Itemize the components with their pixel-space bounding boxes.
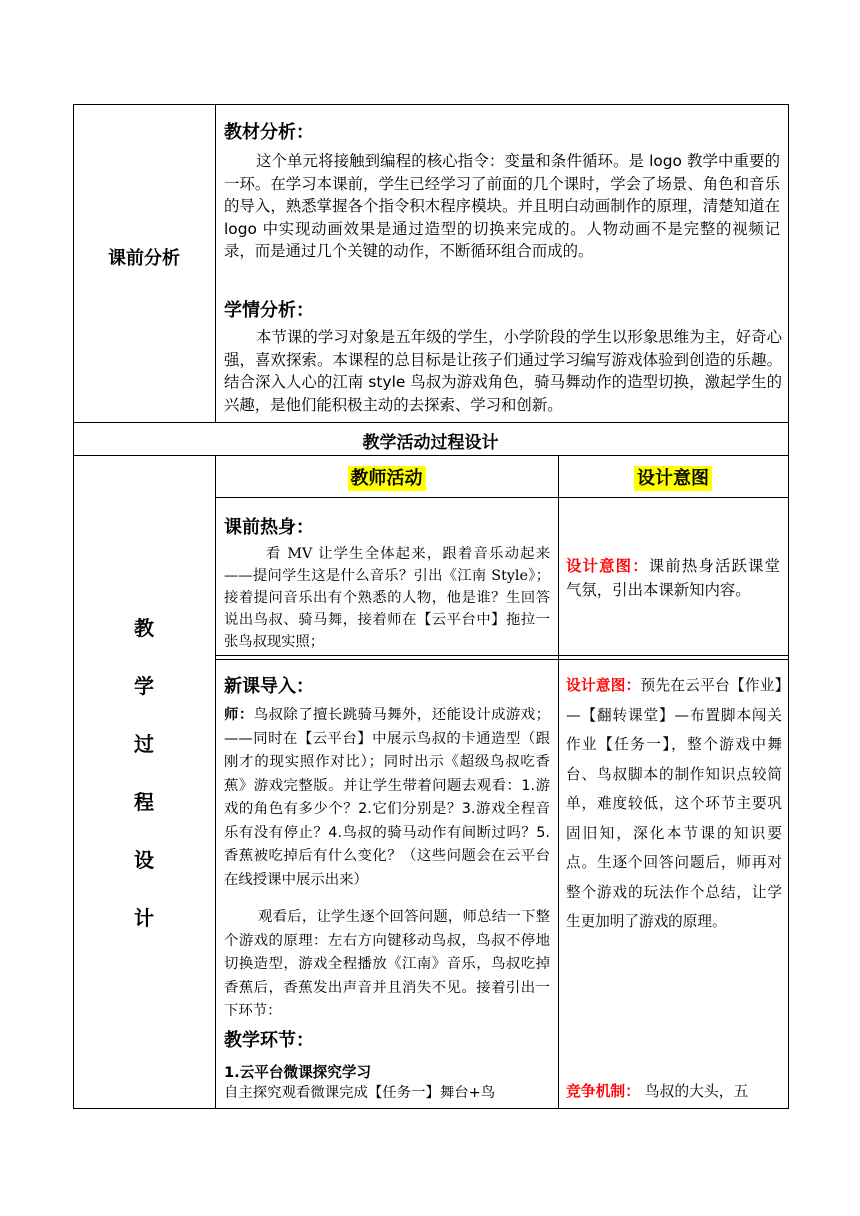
side-label-char-1: 教 xyxy=(134,616,154,640)
side-label-char-3: 过 xyxy=(134,732,154,756)
warmup-design-label: 设计意图： xyxy=(566,557,649,575)
side-label-char-4: 程 xyxy=(134,790,154,814)
row-divider-preclass xyxy=(73,422,788,423)
row-divider-intro-double xyxy=(215,659,788,660)
step1-title: 1.云平台微课探究学习 xyxy=(224,1064,372,1081)
intro-text-1 xyxy=(224,704,550,892)
table-bottom-border xyxy=(73,1108,788,1109)
intro-heading: 新课导入： xyxy=(224,676,314,697)
warmup-design-intent xyxy=(566,554,780,602)
textbook-analysis-heading: 教材分析： xyxy=(224,122,314,143)
compete-text: 鸟叔的大头，五 xyxy=(644,1083,749,1100)
teacher-activity-header xyxy=(215,464,558,490)
col-divider-label-lower xyxy=(215,455,216,1109)
side-label-char-6: 计 xyxy=(134,906,154,930)
intro-text-1-body: 鸟叔除了擅长跳骑马舞外，还能设计成游戏；——同时在【云平台】中展示鸟叔的卡通造型（跟刚才的现实照作对比）；同时出示《超级鸟叔吃香蕉》游戏完整版。并让学生带着问题去观看：1.游戏的角色有多少个？2.它们分别是？3.游戏全程音乐有没有停止？4.鸟叔的骑马动作有间断过吗？5.香蕉被吃掉后有什么变化？（这些问题会在云平台在线授课中展示出来） xyxy=(224,707,550,888)
intro-text-2: 观看后，让学生逐个回答问题，师总结一下整个游戏的原理：左右方向键移动鸟叔，鸟叔不停地切换造型，游戏全程播放《江南》音乐，鸟叔吃掉香蕉后，香蕉发出声音并且消失不见。接着引出一下环节： xyxy=(224,909,550,1019)
row-divider-section-title xyxy=(73,455,788,456)
side-label-char-5: 设 xyxy=(134,848,154,872)
intro-teacher-label: 师： xyxy=(224,707,254,723)
learner-analysis-heading: 学情分析： xyxy=(224,300,314,321)
process-section-title: 教学活动过程设计 xyxy=(362,433,499,453)
intro-design-label: 设计意图： xyxy=(566,677,641,694)
design-intent-header-label: 设计意图 xyxy=(634,466,712,491)
preclass-row-label: 课前分析 xyxy=(108,248,180,269)
learner-analysis-text: 本节课的学习对象是五年级的学生，小学阶段的学生以形象思维为主，好奇心强，喜欢探索。本课程的总目标是让孩子们通过学习编写游戏体验到创造的乐趣。结合深入人心的江南 style 鸟叔为游戏角色，骑马舞动作的造型切换，激起学生的兴趣，是他们能积极主动的去探索、学习和创新。 xyxy=(224,328,782,414)
warmup-heading: 课前热身： xyxy=(224,517,314,538)
row-divider-warmup xyxy=(215,655,788,656)
intro-design-text: 预先在云平台【作业】—【翻转课堂】—布置脚本闯关作业【任务一】，整个游戏中舞台、鸟叔脚本的制作知识点较简单，难度较低，这个环节主要巩固旧知，深化本节课的知识要点。生逐个回答问题后，师再对整个游戏的玩法作个总结，让学生更加明了游戏的原理。 xyxy=(566,677,782,930)
table-right-border xyxy=(788,104,789,1109)
compete-mechanism xyxy=(566,1080,784,1101)
table-top-border xyxy=(73,104,788,105)
textbook-analysis-text: 这个单元将接触到编程的核心指令：变量和条件循环。是 logo 教学中重要的一环。在学习本课前，学生已经学习了前面的几个课时，学会了场景、角色和音乐的导入，熟悉掌握各个指令积木程序模块。并且明白动画制作的原理，清楚知道在 logo 中实现动画效果是通过造型的切换来完成的。人物动画不是完整的视频记录，而是通过几个关键的动作，不断循环组合而成的。 xyxy=(224,152,780,260)
col-divider-label xyxy=(215,104,216,423)
teacher-activity-header-label: 教师活动 xyxy=(348,466,426,491)
side-label-char-2: 学 xyxy=(134,674,154,698)
steps-heading: 教学环节： xyxy=(224,1030,314,1051)
compete-label: 竞争机制： xyxy=(566,1083,640,1100)
warmup-design-text: 课前热身活跃课堂气氛，引出本课新知内容。 xyxy=(566,557,780,599)
col-divider-design xyxy=(558,455,559,1109)
row-divider-col-headers xyxy=(215,497,788,498)
intro-design-intent xyxy=(566,671,782,937)
warmup-text: 看 MV 让学生全体起来，跟着音乐动起来——提问学生这是什么音乐？引出《江南 Style》；接着提问音乐出有个熟悉的人物，他是谁？生回答说出鸟叔、骑马舞，接着师在【云平台中】拖拉一张鸟叔现实照； xyxy=(224,546,550,650)
design-intent-header xyxy=(558,464,788,490)
step1-text: 自主探究观看微课完成【任务一】舞台+鸟 xyxy=(224,1085,496,1101)
